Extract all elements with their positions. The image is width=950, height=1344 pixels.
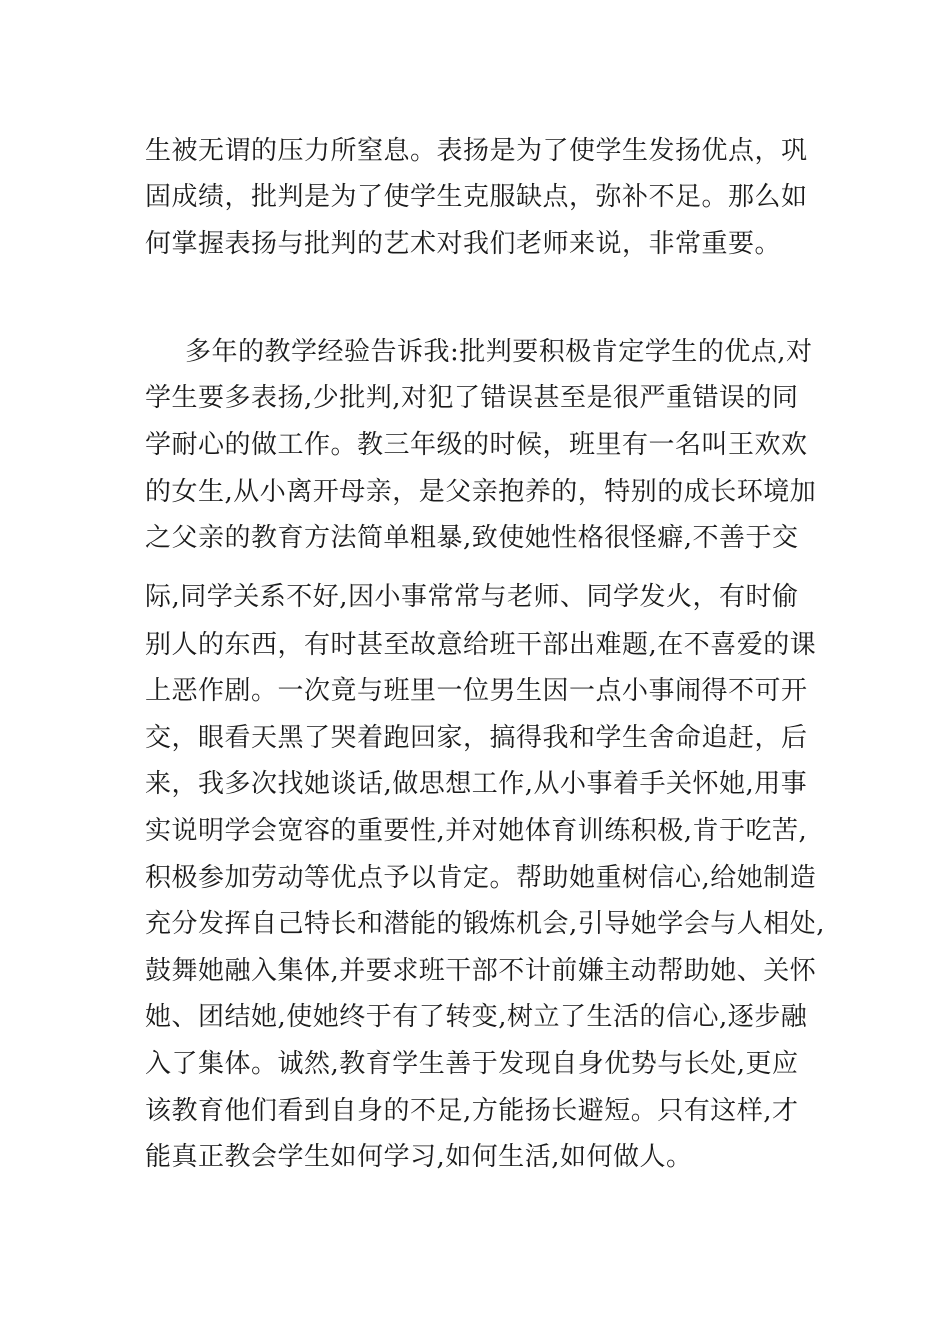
paragraph-1-line-3: 何掌握表扬与批判的艺术对我们老师来说，非常重要。 <box>145 229 782 259</box>
paragraph-2-line-11: 实说明学会宽容的重要性,并对她体育训练积极,肯于吃苦, <box>145 816 808 846</box>
paragraph-2-line-1: 多年的教学经验告诉我:批判要积极肯定学生的优点,对 <box>185 337 813 367</box>
paragraph-2-line-10: 来，我多次找她谈话,做思想工作,从小事着手关怀她,用事 <box>145 769 808 799</box>
paragraph-2-line-15: 她、团结她,使她终于有了转变,树立了生活的信心,逐步融 <box>145 1002 808 1032</box>
paragraph-2-line-3: 学耐心的做工作。教三年级的时候，班里有一名叫王欢欢 <box>145 430 808 460</box>
paragraph-2-line-17: 该教育他们看到自身的不足,方能扬长避短。只有这样,才 <box>145 1096 799 1126</box>
paragraph-2-line-4: 的女生,从小离开母亲，是父亲抱养的，特别的成长环境加 <box>145 477 817 507</box>
paragraph-2-line-2: 学生要多表扬,少批判,对犯了错误甚至是很严重错误的同 <box>145 383 799 413</box>
paragraph-1-line-1: 生被无谓的压力所窒息。表扬是为了使学生发扬优点，巩 <box>145 136 808 166</box>
paragraph-2-line-16: 入了集体。诚然,教育学生善于发现自身优势与长处,更应 <box>145 1049 799 1079</box>
paragraph-2-line-5: 之父亲的教育方法简单粗暴,致使她性格很怪癖,不善于交 <box>145 523 799 553</box>
paragraph-2-line-18: 能真正教会学生如何学习,如何生活,如何做人。 <box>145 1142 693 1172</box>
paragraph-2-line-6: 际,同学关系不好,因小事常常与老师、同学发火，有时偷 <box>145 582 799 612</box>
paragraph-2-line-7: 别人的东西，有时甚至故意给班干部出难题,在不喜爱的课 <box>145 630 817 660</box>
paragraph-2-line-9: 交，眼看天黑了哭着跑回家，搞得我和学生舍命追赶，后 <box>145 723 808 753</box>
paragraph-2-line-12: 积极参加劳动等优点予以肯定。帮助她重树信心,给她制造 <box>145 863 817 893</box>
paragraph-2-line-8: 上恶作剧。一次竟与班里一位男生因一点小事闹得不可开 <box>145 676 808 706</box>
paragraph-2-line-14: 鼓舞她融入集体,并要求班干部不计前嫌主动帮助她、关怀 <box>145 956 817 986</box>
paragraph-2-line-13: 充分发挥自己特长和潜能的锻炼机会,引导她学会与人相处, <box>145 909 826 939</box>
paragraph-1-line-2: 固成绩，批判是为了使学生克服缺点，弥补不足。那么如 <box>145 182 808 212</box>
